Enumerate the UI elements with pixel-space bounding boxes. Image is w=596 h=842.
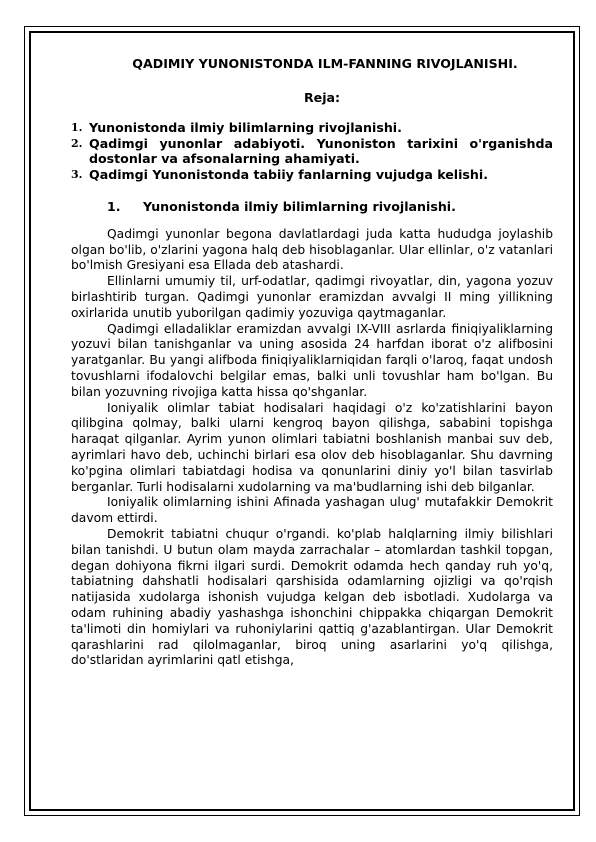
- document-body: [71, 56, 553, 669]
- paragraph: Qadimgi yunonlar begona davlatlardagi juda katta hududga joylashib olgan bo'lib, o'zlarini yagona halq deb hisoblaganlar. Ular ellinlar, o'z vatanlari bo'lmish Gresiyani esa Ellada deb atashardi.: [71, 226, 553, 273]
- paragraph: Ioniyalik olimlarning ishini Afinada yashagan ulug' mutafakkir Demokrit davom ettirdi.: [71, 495, 553, 526]
- plan-item-number: 2.: [71, 136, 83, 150]
- paragraph: Demokrit tabiatni chuqur o'rgandi. ko'plab halqlarning ilmiy bilishlari bilan tanishdi. U butun olam mayda zarrachalar – atomlardan tashkil topgan, degan dohiyona fikrni ilgari surdi. Demokrit odamda hech qanday ruh yo'q, tabiatning dahshatli hodisalari qarshisida odamlarning ojizligi va qo'rqish natijasida xudolarga ishonish vujudga kelgan deb isbotladi. Xudolarga va odam ruhining abadiy yashashga ishonchini chippakka chiqargan Demokrit ta'limoti din homiylari va ruhoniylarini qattiq g'azablantirgan. Ular Demokrit qarashlarini rad qilolmaganlar, biroq uning asarlarini yo'q qilishga, do'stlaridan ayrimlarini qatl etishga,: [71, 526, 553, 668]
- plan-item: [71, 167, 553, 183]
- plan-item-number: 3.: [71, 168, 83, 182]
- paragraph: Ioniyalik olimlar tabiat hodisalari haqidagi o'z ko'zatishlarini bayon qilibgina qolmay, balki ularni kengroq bayon qilishga, sababini topishga haraqat qilganlar. Ayrim yunon olimlari tabiatni boshlanish manbai suv deb, ayrimlari havo deb, uchinchi birlari esa olov deb hisoblaganlar. Shu davrning ko'pgina olimlari tabiatdagi hodisa va qonunlarini diniy yo'l bilan tasvirlab berganlar. Turli hodisalarni xudolarning va ma'budlarning ishi deb bilganlar.: [71, 400, 553, 494]
- paragraph: Ellinlarni umumiy til, urf-odatlar, qadimgi rivoyatlar, din, yagona yozuv birlashtirib turgan. Qadimgi yunonlar eramizdan avvalgi II ming yillikning oxirlarida unutib yuborilgan qadimiy yozuviga qaytmaganlar.: [71, 274, 553, 320]
- plan-item: [71, 136, 553, 168]
- paragraph: Qadimgi elladaliklar eramizdan avvalgi IX-VIII asrlarda finiqiyaliklarning yozuvi bilan tanishganlar va uning asosida 24 harfdan iborat o'z alifbosini yaratganlar. Bu yangi alifboda finiqiyaliklarniqidan farqli o'laroq, faqat undosh tovushlarni ifodalovchi belgilar emas, balki unli tovushlar ham bo'lgan. Bu bilan yozuvning rivojiga katta hissa qo'shganlar.: [71, 321, 553, 399]
- plan-list: [71, 120, 553, 183]
- plan-item: [71, 120, 553, 136]
- section-title: Yunonistonda ilmiy bilimlarning rivojlanishi.: [143, 198, 456, 214]
- document-title: QADIMIY YUNONISTONDA ILM-FANNING RIVOJLANISHI.: [132, 56, 518, 71]
- plan-label: Reja:: [303, 90, 341, 105]
- plan-item-text: Yunonistonda ilmiy bilimlarning rivojlanishi.: [89, 119, 402, 135]
- section-heading: [107, 199, 553, 215]
- section-number: 1.: [107, 198, 121, 214]
- plan-item-text: Qadimgi yunonlar adabiyoti. Yunoniston tarixini o'rganishda dostonlar va afsonalarning ahamiyati.: [89, 135, 553, 167]
- plan-item-number: 1.: [71, 120, 83, 134]
- plan-item-text: Qadimgi Yunonistonda tabiiy fanlarning vujudga kelishi.: [89, 167, 488, 183]
